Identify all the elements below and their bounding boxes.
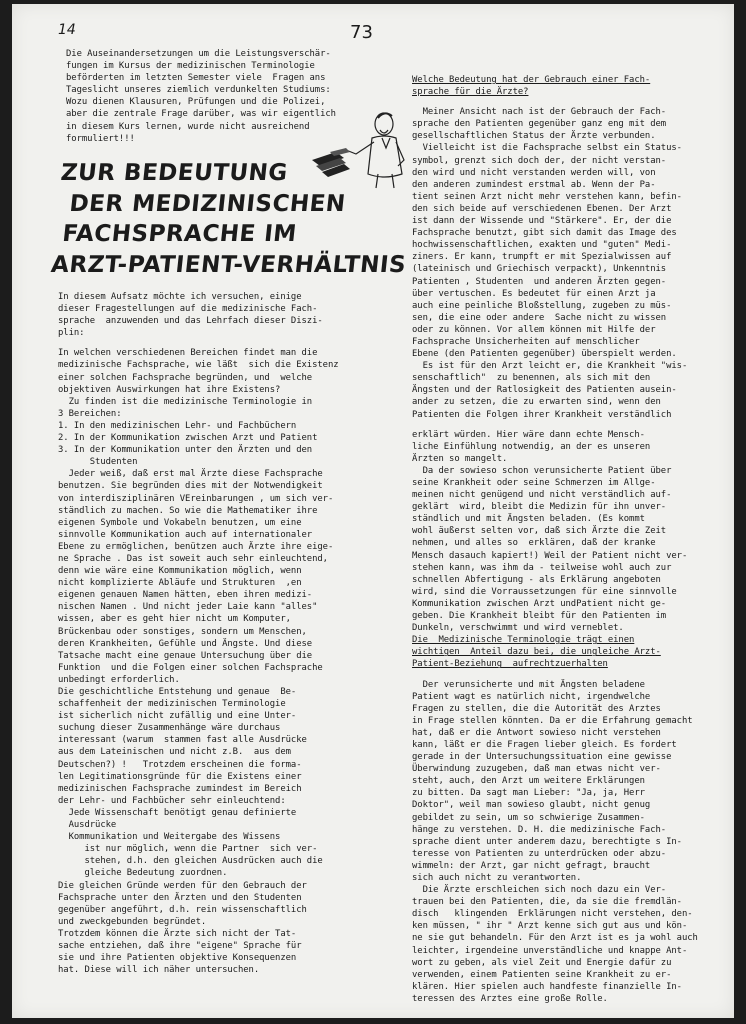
text-line: Überwindung zuzugeben, daß man etwas nicht ver- <box>412 764 661 775</box>
text-line: benutzen. Sie begründen dies mit der Notwendigkeit <box>58 481 323 492</box>
text-line: trauen bei den Patienten, die, da sie die fremdlän- <box>412 897 682 908</box>
text-line: disch klingenden Erklärungen nicht verstehen, den- <box>412 909 693 920</box>
text-line: in diesem Kurs lernen, wurde nicht ausreichend <box>66 121 310 132</box>
text-line: stehen kann, was ihm da - teilweise wohl auch zur <box>412 562 672 573</box>
text-line: In welchen verschiedenen Bereichen findet man die <box>58 348 318 359</box>
text-line: Fachsprache Unsicherheiten auf menschlicher <box>412 336 640 347</box>
title-line-1: ZUR BEDEUTUNG <box>59 160 289 186</box>
text-line: 3. In der Kommunikation unter den Ärzten und den <box>58 445 313 456</box>
article-title <box>49 158 408 280</box>
paragraph-gap <box>412 98 712 106</box>
text-line: 3 Bereichen: <box>58 408 122 419</box>
text-line: Ärzten so mangelt. <box>412 453 508 464</box>
text-line: und zweckgebunden begründet. <box>58 916 207 927</box>
text-line: ziners. Er kann, trumpft er mit Spezialwissen auf <box>412 252 672 263</box>
text-line: hänge zu verstehen. D. H. die medizinische Fach- <box>412 824 667 835</box>
text-line: sache entziehen, daß ihre "eigene" Sprache für <box>58 940 302 951</box>
text-line: hat, daß er die Antwort sowieso nicht verstehen <box>412 727 661 738</box>
text-line: geben. Die Krankheit bleibt für den Patienten im <box>412 611 667 622</box>
text-line: unbedingt erforderlich. <box>58 674 180 685</box>
text-line: ken müssen, " ihr " Arzt kenne sich gut aus und kön- <box>412 921 688 932</box>
page-number-left: 14 <box>58 22 76 38</box>
text-line: gesellschaftlichen Status der Ärzte verbunden. <box>412 131 656 142</box>
paragraph-gap <box>412 421 712 429</box>
text-line: sen, die eine oder andere Sache nicht zu wissen <box>412 312 667 323</box>
text-line: Fragen zu stellen, die die Autorität des Arztes <box>412 703 661 714</box>
text-line: nischen Namen . Und nicht jeder Laie kann "alles" <box>58 602 318 613</box>
text-line: wissen, aber es geht hier nicht um Komputer, <box>58 614 291 625</box>
text-line: Tageslicht unseres ziemlich verdunkelten Studiums: <box>66 85 331 96</box>
text-line: geklärt wird, bleibt die Medizin für ihn unver- <box>412 502 667 513</box>
text-line: Ebene (den Patienten gegenüber) überspielt werden. <box>412 349 677 360</box>
text-line: Wozu dienen Klausuren, Prüfungen und die Polizei, <box>66 97 326 108</box>
text-line: Meiner Ansicht nach ist der Gebrauch der Fach- <box>412 107 667 118</box>
right-column-body <box>412 74 712 1005</box>
text-line: Brückenbau oder sonstiges, sondern um Menschen, <box>58 626 307 637</box>
text-line: symbol, grenzt sich doch der, der nicht verstan- <box>412 155 667 166</box>
text-line: Patient-Beziehung aufrechtzuerhalten <box>412 659 608 670</box>
text-line: schaffenheit der medizinischen Terminologie <box>58 699 286 710</box>
text-line: Patienten , Studenten und anderen Ärzten gegen- <box>412 276 667 287</box>
text-line: len Legitimationsgründe für die Existens einer <box>58 771 302 782</box>
text-line: ist sicherlich nicht zufällig und eine Unter- <box>58 711 297 722</box>
text-line: wird, sind die Vorraussetzungen für eine sinnvolle <box>412 586 677 597</box>
text-line: beförderten im letzten Semester viele Fragen ans <box>66 73 326 84</box>
paragraph-gap <box>58 339 358 347</box>
text-line: Die Auseinandersetzungen um die Leistungsverschär- <box>66 49 331 59</box>
text-line: einer solchen Fachsprache begründen, und welche <box>58 372 313 383</box>
text-line: ist nur möglich, wenn die Partner sich ver- <box>58 844 318 855</box>
text-line: Jeder weiß, daß erst mal Ärzte diese Fachsprache <box>58 469 323 480</box>
text-line: den wird und nicht verstanden werden will, von <box>412 167 656 178</box>
text-line: Kommunikation und Weitergabe des Wissens <box>58 832 281 843</box>
text-line: Funktion und die Folgen einer solchen Fachsprache <box>58 662 323 673</box>
page-number-right: 73 <box>350 22 373 43</box>
text-line: senschaftlich" zu benennen, als sich mit den <box>412 373 651 384</box>
text-line: oder zu können. Vor allem können mit Hilfe der <box>412 324 656 335</box>
text-line: medizinische Fachsprache, wie läßt sich die Existenz <box>58 360 339 371</box>
text-line: Zu finden ist die medizinische Terminologie in <box>58 396 313 407</box>
text-line: erklärt würden. Hier wäre dann echte Mensch- <box>412 429 645 440</box>
text-line: Jede Wissenschaft benötigt genau definierte <box>58 807 297 818</box>
text-line: In diesem Aufsatz möchte ich versuchen, einige <box>58 292 302 302</box>
text-line: über vertuschen. Es bedeutet für einen Arzt ja <box>412 288 656 299</box>
text-line: gerade in der Untersuchungssituation eine gewisse <box>412 752 672 763</box>
text-line: meinen nicht genügend und nicht verständlich auf- <box>412 490 672 501</box>
text-line: Ebene zu ermöglichen, benützen auch Ärzte ihre eige- <box>58 541 334 552</box>
text-line: gebildet zu sein, um so schwierige Zusammen- <box>412 812 645 823</box>
text-line: sinnvolle Kommunikation auch auf internationaler <box>58 529 313 540</box>
text-line: Patient wagt es natürlich nicht, irgendwelche <box>412 691 651 702</box>
text-line: Fachsprache unter den Ärzten und den Studenten <box>58 892 302 903</box>
text-line: aus dem Lateinischen und nicht z.B. aus dem <box>58 747 291 758</box>
text-line: Tatsache macht eine genaue Untersuchung über die <box>58 650 313 661</box>
text-line: kann, läßt er die Fragen lieber gleich. Es fordert <box>412 739 677 750</box>
text-line: in Frage stellen könnten. Da er die Erfahrung gemacht <box>412 715 693 726</box>
text-line: wimmeln: der Arzt, gar nicht gefragt, braucht <box>412 860 651 871</box>
text-line: Dunkeln, verschwimmt und wird verneblet. <box>412 623 624 634</box>
text-line: ständlich zu machen. So wie die Mathematiker ihre <box>58 505 318 516</box>
text-line: zu bitten. Da sagt man Lieber: "Ja, ja, Herr <box>412 788 645 799</box>
text-line: sich auch nicht zu verantworten. <box>412 873 582 883</box>
text-line: denn wie wäre eine Kommunikation möglich, wenn <box>58 566 302 577</box>
text-line: ständlich und mit Ängsten beladen. (Es kommt <box>412 514 645 525</box>
text-line: Ängsten und der Ratlosigkeit des Patienten ausein- <box>412 385 677 396</box>
text-line: Patienten die Folgen ihrer Krankheit verständlich <box>412 409 672 420</box>
text-line: Vielleicht ist die Fachsprache selbst ein Status- <box>412 143 682 154</box>
text-line: ist dann der Wissende und "Stärkere". Er, der die <box>412 216 672 227</box>
text-line: Die gleichen Gründe werden für den Gebrauch der <box>58 880 307 891</box>
text-line: Kommunikation zwischen Arzt undPatient nicht ge- <box>412 598 667 609</box>
text-line: den anderen zumindest erstmal ab. Wenn der Pa- <box>412 179 656 190</box>
text-line: nehmen, und alles so erklären, daß der kranke <box>412 538 656 549</box>
text-line: Da der sowieso schon verunsicherte Patient über <box>412 465 672 476</box>
document-page <box>12 4 734 1018</box>
text-line: tient seinen Arzt nicht mehr verstehen kann, befin- <box>412 191 682 202</box>
text-line: suchung dieser Zusammenhänge wäre durchaus <box>58 723 281 734</box>
text-line: gleiche Bedeutung zuordnen. <box>58 868 228 879</box>
text-line: Die Medizinische Terminologie trägt einen <box>412 635 635 646</box>
text-line: verwenden, einem Patienten seine Krankheit zu er- <box>412 969 672 980</box>
text-line: von interdisziplinären VEreinbarungen , um sich ver- <box>58 493 334 504</box>
text-line: 2. In der Kommunikation zwischen Arzt und Patient <box>58 433 318 444</box>
text-line: Studenten <box>58 457 138 468</box>
text-line: Welche Bedeutung hat der Gebrauch einer Fach- <box>412 75 651 85</box>
text-line: 1. In den medizinischen Lehr- und Fachbüchern <box>58 420 297 431</box>
text-line: ne sie gut behandeln. Für den Arzt ist es ja wohl auch <box>412 933 698 944</box>
text-line: Fachsprache benutzt, gibt sich damit das Image des <box>412 228 677 239</box>
title-line-2: DER MEDIZINISCHEN <box>68 190 347 217</box>
text-line: formuliert!!! <box>66 133 135 144</box>
text-line: teresse von Patienten zu unterdrücken oder abzu- <box>412 848 667 859</box>
text-line: Trotzdem können die Ärzte sich nicht der Tat- <box>58 928 297 939</box>
text-line: sprache den Patienten gegenüber ganz eng mit dem <box>412 119 667 130</box>
text-line: Mensch dasauch kapiert!) Weil der Patient nicht ver- <box>412 550 688 561</box>
left-column-body <box>58 291 358 976</box>
text-line: hochwissenschaftlichen, exakten und "guten" Medi- <box>412 240 672 251</box>
text-line: dieser Fragestellungen auf die medizinische Fach- <box>58 304 318 315</box>
text-line: stehen, d.h. den gleichen Ausdrücken auch die <box>58 856 323 867</box>
paragraph-gap <box>412 671 712 679</box>
text-line: Deutschen?) ! Trotzdem erscheinen die forma- <box>58 759 302 770</box>
text-line: eigenen Symbole und Vokabeln benutzen, um eine <box>58 517 302 528</box>
text-line: eigenen genauen Namen hätten, eben ihren medizi- <box>58 590 313 601</box>
text-line: den sich beide auf verschiedenen Ebenen. Der Arzt <box>412 203 672 214</box>
text-line: wohl äußerst selten vor, daß sich Ärzte die Zeit <box>412 526 667 537</box>
text-line: plin: <box>58 328 85 339</box>
text-line: ander zu setzen, die zu erwarten sind, wenn den <box>412 397 661 408</box>
text-line: sprache für die Ärzte? <box>412 87 529 98</box>
text-line: leichter, irgendeine unverständliche und knappe Ant- <box>412 945 688 956</box>
text-line: interessant (warum stammen fast alle Ausdrücke <box>58 735 307 746</box>
text-line: teressen des Arztes eine große Rolle. <box>412 993 608 1004</box>
text-line: Die Ärzte erschleichen sich noch dazu ein Ver- <box>412 885 667 896</box>
text-line: (lateinisch und Griechisch verpackt), Unkenntnis <box>412 264 667 275</box>
text-line: klären. Hier spielen auch handfeste finanzielle In- <box>412 981 682 992</box>
text-line: der Lehr- und Fachbücher sehr einleuchtend: <box>58 795 286 806</box>
text-line: medizinischen Fachsprache zumindest im Bereich <box>58 783 302 794</box>
text-line: nicht komplizierte Abläufe und Strukturen ,en <box>58 578 302 589</box>
text-line: Ausdrücke <box>58 820 117 831</box>
text-line: Der verunsicherte und mit Ängsten beladene <box>412 679 645 690</box>
text-line: sie und ihre Patienten objektive Konsequenzen <box>58 953 297 964</box>
text-line: ne Sprache . Das ist soweit auch sehr einleuchtend, <box>58 553 328 564</box>
text-line: wichtigen Anteil dazu bei, die ungleiche Arzt- <box>412 647 661 658</box>
text-line: auch eine peinliche Bloßstellung, zugeben zu müs- <box>412 300 672 311</box>
text-line: fungen im Kursus der medizinischen Terminologie <box>66 61 315 72</box>
text-line: sprache anzuwenden und das Lehrfach dieser Diszi- <box>58 316 323 327</box>
text-line: Es ist für den Arzt leicht er, die Krankheit "wis- <box>412 361 688 372</box>
text-line: liche Einfühlung notwendig, an der es unseren <box>412 441 651 452</box>
text-line: schnellen Abfertigung - als Erklärung angeboten <box>412 574 661 585</box>
text-line: wort zu geben, als viel Zeit und Energie dafür zu <box>412 957 672 968</box>
text-line: gegenüber angeführt, d.h. rein wissenschaftlich <box>58 904 307 915</box>
text-line: objektiven Auswirkungen hat ihre Existens? <box>58 384 281 395</box>
text-line: Die geschichtliche Entstehung und genaue Be- <box>58 687 297 697</box>
text-line: hat. Diese will ich näher untersuchen. <box>58 965 260 976</box>
text-line: sprache dient unter anderem dazu, berechtigte s In- <box>412 836 682 847</box>
text-line: Doktor", weil man sowieso glaubt, nicht genug <box>412 800 651 811</box>
text-line: deren Krankheiten, Gefühle und Ängste. Und diese <box>58 638 313 649</box>
text-line: steht, auch, den Arzt um weitere Erklärungen <box>412 776 645 787</box>
title-line-3: FACHSPRACHE IM <box>61 221 299 247</box>
text-line: aber die zentrale Frage darüber, was wir eigentlich <box>66 109 336 120</box>
text-line: seine Krankheit oder seine Schmerzen im Allge- <box>412 478 656 488</box>
title-line-4: ARZT-PATIENT-VERHÄLTNIS <box>49 251 408 278</box>
